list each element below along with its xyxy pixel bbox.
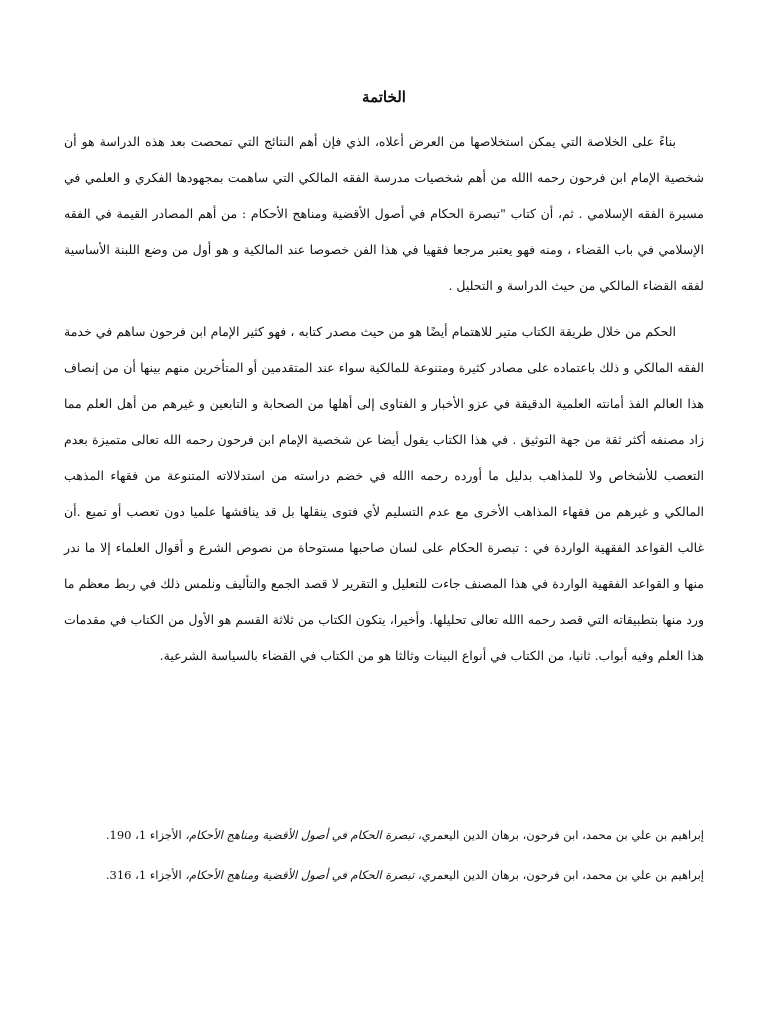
paragraph-1: بناءً على الخلاصة التي يمكن استخلاصها من العرض أعلاه، الذي فإن أهم النتائج التي تمحصت بعد هذه الدراسة هو أن شخصية الإمام ابن فرحون رحمه االله من أهم شخصيات مدرسة الفقه المالكي التي ساهمت بمجهودها الفكري و العلمي في مسيرة الفقه الإسلامي . ثم، أن كتاب "تبصرة الحكام في أصول الأقضية ومناهج الأحكام : من أهم المصادر القيمة في الفقه الإسلامي في باب القضاء ، ومنه فهو يعتبر مرجعا فقهيا في هذا الفن خصوصا عند المالكية و هو أول من وضع اللبنة الأساسية لفقه القضاء المالكي من حيث الدراسة و التحليل . — [64, 134, 704, 293]
footnote-1 — [64, 822, 704, 848]
paragraph-2: الحكم من خلال طريقة الكتاب متير للاهتمام أيضًا هو من حيث مصدر كتابه ، فهو كثير الإمام ابن فرحون ساهم في خدمة الفقه المالكي و ذلك باعتماده على مصادر كثيرة ومتنوعة للمالكية سواء عند المتقدمين أو المتأخرين منهم بينها أن من إنصاف هذا العالم الفذ أمانته العلمية الدقيقة في عزو الأخبار و الفتاوى إلى أهلها من الصحابة و التابعين و غيرهم من أهل العلم مما زاد مصنفه أكثر ثقة من جهة التوثيق . في هذا الكتاب يقول أيضا عن شخصية الإمام ابن فرحون رحمه الله تعالى متميزة بعدم التعصب للأشخاص ولا للمذاهب بدليل ما أورده رحمه االله في خضم دراسته من استدلالاته المتنوعة من فقهاء المذهب المالكي و غيرهم من فقهاء المذاهب الأخرى مع عدم التسليم لأي فتوى ينقلها بل قد يناقشها علميا دون تعصب أو تميع .أن غالب القواعد الفقهية الواردة في : تبصرة الحكام على لسان صاحبها مستوحاة من نصوص الشرع و أقوال العلماء إلا ما ندر منها و القواعد الفقهية الواردة في هذا المصنف جاءت للتعليل و التقرير لا قصد الجمع والتأليف ونلمس ذلك في ربط معظم ما ورد منها بتطبيقاته التي قصد رحمه االله تعالى تحليلها. وأخيرا، يتكون الكتاب من ثلاثة القسم هو الأول من الكتاب في مقدمات هذا العلم وفيه أبواب. ثانيا، من الكتاب في أنواع البينات وثالثا هو من الكتاب في القضاء بالسياسة الشرعية. — [64, 324, 704, 663]
footnote-1-tail: الأجزاء 1، 190. — [105, 828, 186, 842]
footnote-2-citation: تبصرة الحكام في أصول الأقضية ومناهج الأحكام، — [185, 868, 415, 882]
body-text — [64, 124, 704, 674]
footnotes — [64, 822, 704, 902]
footnote-1-author: إبراهيم بن علي بن محمد، ابن فرحون، برهان الدين اليعمري، — [414, 828, 704, 842]
page-title: الخاتمة — [362, 88, 406, 106]
footnote-2-author: إبراهيم بن علي بن محمد، ابن فرحون، برهان الدين اليعمري، — [414, 868, 704, 882]
footnote-1-citation: تبصرة الحكام في أصول الأقضية ومناهج الأحكام، — [185, 828, 415, 842]
footnote-2 — [64, 862, 704, 888]
footnote-2-tail: الأجزاء 1، 316. — [105, 868, 186, 882]
